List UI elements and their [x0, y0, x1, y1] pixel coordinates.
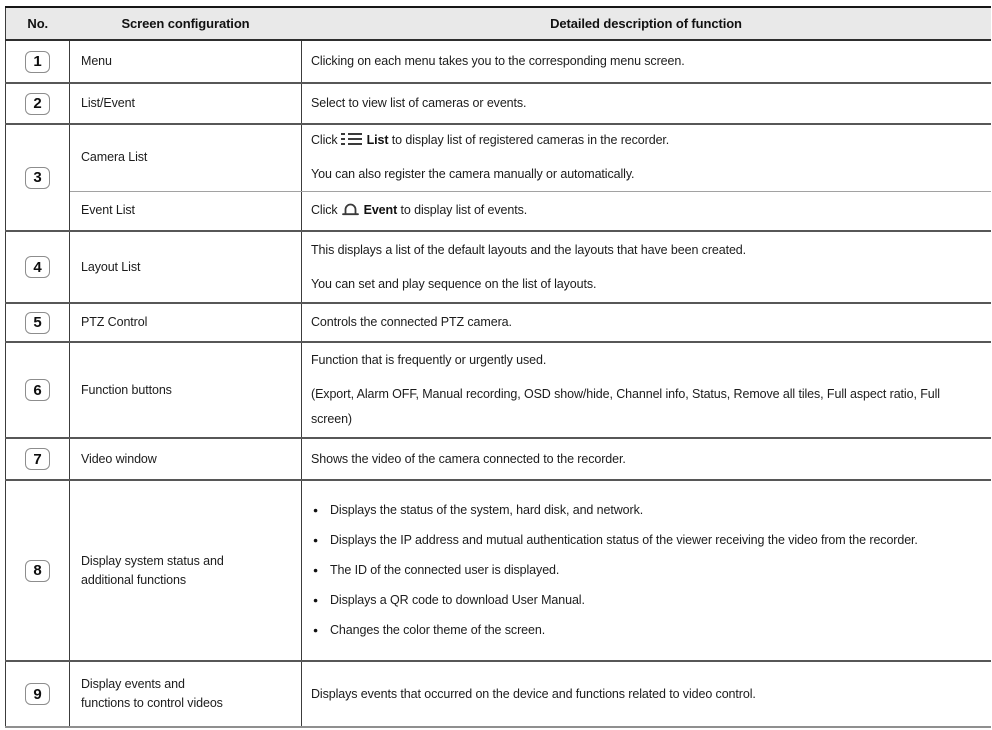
desc-text: Function that is frequently or urgently used. [311, 353, 547, 367]
desc-cell [302, 661, 991, 727]
config-label-line1: Display events and [81, 677, 185, 691]
config-label: Function buttons [81, 382, 172, 397]
bullet-item: ● The ID of the connected user is displayed. [311, 558, 951, 583]
bullet-item: ● Changes the color theme of the screen. [311, 618, 951, 643]
desc-bullet-list [311, 498, 983, 643]
config-label: PTZ Control [81, 315, 148, 329]
header-no: No. [6, 7, 70, 40]
desc-cell [302, 342, 991, 438]
desc-cell [302, 303, 991, 342]
desc-text-suffix: to display list of events. [400, 203, 528, 218]
table-row-system-status [6, 480, 991, 661]
row-number-badge: 1 [25, 51, 50, 73]
no-cell [6, 40, 70, 83]
desc-text: Controls the connected PTZ camera. [311, 315, 512, 329]
bullet-item: ● Displays a QR code to download User Manual. [311, 588, 951, 613]
config-cell [70, 342, 302, 438]
desc-text [311, 128, 983, 153]
desc-cell [302, 83, 991, 124]
list-icon [341, 131, 363, 147]
desc-text: Shows the video of the camera connected to the recorder. [311, 451, 626, 466]
desc-text: Displays events that occurred on the device and functions related to video control. [311, 686, 756, 701]
config-cell [70, 40, 302, 83]
table-header-row [6, 7, 991, 40]
row-number-badge: 8 [25, 560, 50, 582]
no-cell [6, 661, 70, 727]
desc-cell [302, 480, 991, 661]
desc-text [311, 198, 983, 223]
table-row-events-video-control [6, 661, 991, 727]
no-cell [6, 303, 70, 342]
config-cell [70, 438, 302, 480]
no-cell [6, 83, 70, 124]
row-number-badge: 6 [25, 379, 50, 401]
row-number-badge: 4 [25, 256, 50, 278]
table-row-camera-list [6, 124, 991, 191]
table-row-layout-list [6, 231, 991, 303]
desc-cell [302, 231, 991, 303]
config-label-line2: functions to control videos [81, 696, 223, 710]
desc-cell [302, 191, 991, 231]
desc-text-suffix: to display list of registered cameras in the recorder. [391, 133, 670, 148]
config-cell [70, 303, 302, 342]
no-cell [6, 124, 70, 231]
no-cell [6, 342, 70, 438]
config-cell [70, 231, 302, 303]
desc-text: Clicking on each menu takes you to the corresponding menu screen. [311, 54, 685, 68]
event-bell-icon [341, 201, 360, 217]
desc-keyword: Event [363, 203, 398, 218]
table-row-function-buttons [6, 342, 991, 438]
desc-cell [302, 438, 991, 480]
table-row-event-list [6, 191, 991, 231]
header-screen-configuration: Screen configuration [70, 7, 302, 40]
desc-text: (Export, Alarm OFF, Manual recording, OSD show/hide, Channel info, Status, Remove all tiles, Full aspect ratio, Full screen) [311, 387, 940, 426]
config-cell [70, 83, 302, 124]
no-cell [6, 438, 70, 480]
no-cell [6, 231, 70, 303]
desc-text: Select to view list of cameras or events. [311, 96, 527, 110]
config-label: Layout List [81, 259, 141, 274]
table-row-list-event [6, 83, 991, 124]
desc-cell [302, 124, 991, 191]
row-number-badge: 7 [25, 448, 50, 470]
row-number-badge: 5 [25, 312, 50, 334]
row-number-badge: 9 [25, 683, 50, 705]
config-cell [70, 661, 302, 727]
desc-text: This displays a list of the default layouts and the layouts that have been created. [311, 242, 747, 257]
config-label: List/Event [81, 96, 135, 110]
row-number-badge: 2 [25, 93, 50, 115]
config-cell [70, 124, 302, 191]
desc-text: You can also register the camera manually or automatically. [311, 167, 635, 182]
config-cell [70, 480, 302, 661]
screen-configuration-table [5, 6, 991, 728]
config-label: Menu [81, 54, 112, 68]
desc-text-prefix: Click [311, 133, 338, 148]
config-label-line1: Display system status and [81, 553, 224, 568]
desc-keyword: List [366, 133, 389, 148]
bullet-item: ● Displays the status of the system, hard disk, and network. [311, 498, 951, 523]
desc-text: You can set and play sequence on the list of layouts. [311, 276, 597, 291]
table-row-video-window [6, 438, 991, 480]
table-row-ptz-control [6, 303, 991, 342]
desc-text-prefix: Click [311, 203, 338, 218]
config-cell [70, 191, 302, 231]
desc-cell [302, 40, 991, 83]
bullet-item: ● Displays the IP address and mutual authentication status of the viewer receiving the video from the recorder. [311, 528, 951, 553]
table-row-menu [6, 40, 991, 83]
header-detailed-description: Detailed description of function [302, 7, 991, 40]
config-label: Event List [81, 203, 135, 218]
no-cell [6, 480, 70, 661]
config-label: Video window [81, 451, 157, 466]
config-label: Camera List [81, 150, 148, 165]
row-number-badge: 3 [25, 167, 50, 189]
config-label-line2: additional functions [81, 572, 187, 587]
